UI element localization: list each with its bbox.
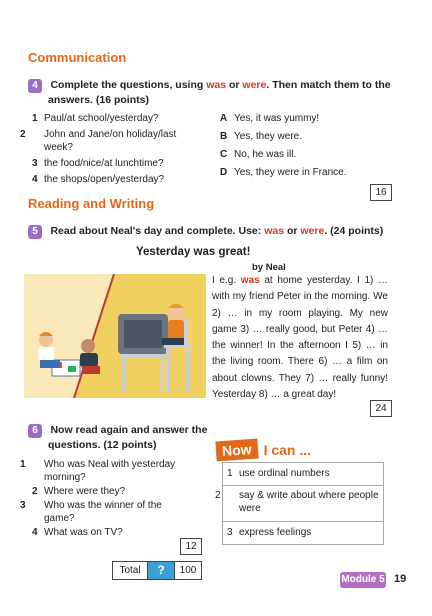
children-playing-illustration bbox=[24, 274, 206, 398]
reading-heading: Reading and Writing bbox=[28, 196, 155, 211]
story-byline: by Neal bbox=[252, 262, 286, 273]
list-item: 2 Where were they? bbox=[32, 486, 126, 497]
task-6-instruction: 6 Now read again and answer the questions. (12 points) bbox=[28, 420, 208, 452]
illustration bbox=[24, 274, 206, 398]
list-item: 1 use ordinal numbers bbox=[223, 463, 383, 486]
question-list bbox=[20, 112, 192, 186]
score-box: 12 bbox=[180, 538, 202, 555]
now-i-can-list bbox=[215, 462, 384, 545]
communication-heading: Communication bbox=[28, 50, 127, 65]
list-item: 1 Paul/at school/yesterday? bbox=[32, 113, 159, 124]
list-item: A Yes, it was yummy! bbox=[220, 113, 320, 124]
list-item: 3 express feelings bbox=[223, 522, 383, 545]
task-number-badge: 5 bbox=[28, 225, 42, 239]
list-item: 2 John and Jane/on holiday/last week? bbox=[20, 129, 177, 153]
score-box: 16 bbox=[370, 184, 392, 201]
task-6-questions bbox=[20, 458, 192, 539]
story-text: I e.g. was at home yesterday. I 1) … with my friend Peter in the morning. We 2) … in my room playing. My new game 3) … really good, but Peter 4) … the winner! In the afternoon I 5) … in the living room. There 6) … a film on about clowns. They 7) … really funny! Yesterday 8) … a great day! bbox=[212, 275, 388, 401]
module-badge: Module 5 bbox=[340, 572, 386, 588]
list-item: B Yes, they were. bbox=[220, 131, 303, 142]
now-i-can-panel bbox=[216, 438, 388, 548]
list-item: 2 say & write about where people were bbox=[223, 486, 383, 522]
total-score-box: Total ? 100 bbox=[112, 561, 202, 580]
task-5-instruction: 5 Read about Neal's day and complete. Use: was or were. (24 points) bbox=[28, 221, 413, 239]
page-number: 19 bbox=[394, 573, 407, 585]
task-4-instruction: 4 Complete the questions, using was or were. Then match them to the answers. (16 points) bbox=[28, 75, 408, 107]
score-box: 24 bbox=[370, 400, 392, 417]
story-title: Yesterday was great! bbox=[136, 246, 251, 258]
list-item: 1 Who was Neal with yesterday morning? bbox=[20, 459, 176, 483]
list-item: 3 the food/nice/at lunchtime? bbox=[32, 158, 164, 169]
list-item: 3 Who was the winner of the game? bbox=[20, 500, 162, 524]
question-mark-icon: ? bbox=[148, 562, 175, 579]
task-number-badge: 4 bbox=[28, 79, 42, 93]
list-item: 4 the shops/open/yesterday? bbox=[32, 174, 165, 185]
answer-list bbox=[220, 112, 410, 179]
task-number-badge: 6 bbox=[28, 424, 42, 438]
now-i-can-header: Now I can ... bbox=[216, 438, 311, 462]
list-item: C No, he was ill. bbox=[220, 149, 297, 160]
list-item: D Yes, they were in France. bbox=[220, 167, 347, 178]
list-item: 4 What was on TV? bbox=[32, 527, 123, 538]
